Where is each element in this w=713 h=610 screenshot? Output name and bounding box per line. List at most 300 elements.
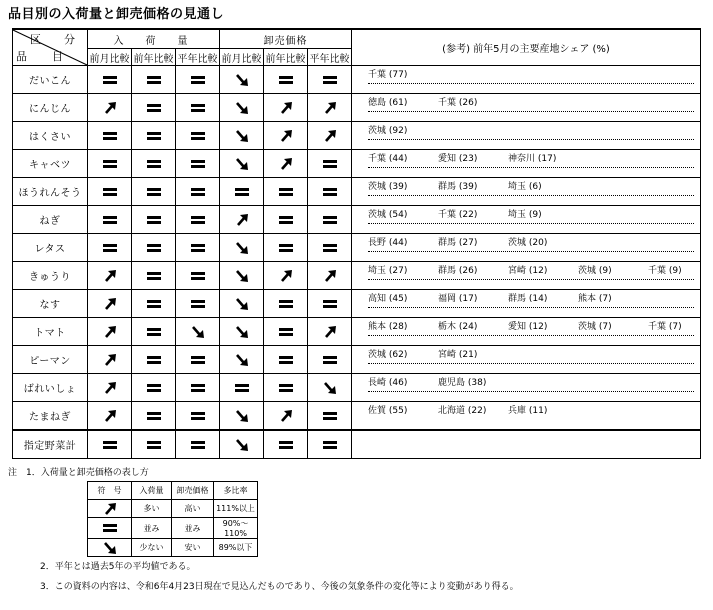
up-arrow-icon xyxy=(308,325,351,339)
share-prefecture: 千葉 xyxy=(438,210,457,220)
up-arrow-icon xyxy=(88,381,131,395)
outlook-cell xyxy=(88,66,132,94)
up-arrow-icon xyxy=(264,129,307,143)
outlook-cell xyxy=(308,122,352,150)
share-prefecture: 佐賀 xyxy=(368,406,387,416)
outlook-cell xyxy=(88,234,132,262)
share-entry xyxy=(368,123,407,136)
share-entry xyxy=(368,319,407,332)
outlook-cell xyxy=(88,94,132,122)
share-line xyxy=(368,66,694,84)
share-entry xyxy=(438,403,486,416)
share-prefecture: 茨城 xyxy=(578,322,597,332)
share-prefecture: 熊本 xyxy=(578,294,597,304)
item-name: キャベツ xyxy=(13,150,88,178)
equal-sign-icon xyxy=(176,382,219,394)
outlook-cell xyxy=(308,318,352,346)
equal-sign-icon xyxy=(308,439,351,451)
equal-sign-icon xyxy=(308,186,351,198)
equal-sign-icon xyxy=(176,74,219,86)
share-percent: (22) xyxy=(467,406,487,416)
subheader-nyuka-month: 前月比較 xyxy=(88,49,132,66)
share-percent: (6) xyxy=(528,182,542,192)
item-name: だいこん xyxy=(13,66,88,94)
share-percent: (9) xyxy=(528,210,542,220)
note-1: 注 1．入荷量と卸売価格の表し方 xyxy=(8,468,149,478)
up-arrow-icon xyxy=(264,157,307,171)
outlook-cell xyxy=(88,206,132,234)
equal-sign-icon xyxy=(88,522,131,534)
outlook-cell xyxy=(132,430,176,459)
equal-sign-icon xyxy=(132,158,175,170)
equal-sign-icon xyxy=(176,410,219,422)
share-prefecture: 愛知 xyxy=(438,154,457,164)
outlook-cell xyxy=(176,346,220,374)
outlook-cell xyxy=(132,234,176,262)
share-entry xyxy=(508,319,547,332)
share-prefecture: 愛知 xyxy=(508,322,527,332)
table-row xyxy=(13,94,701,122)
up-arrow-icon xyxy=(88,353,131,367)
share-percent: (21) xyxy=(458,350,478,360)
share-percent: (77) xyxy=(388,70,408,80)
share-line xyxy=(368,318,694,336)
share-percent: (46) xyxy=(388,378,408,388)
outlook-cell xyxy=(88,122,132,150)
item-name: きゅうり xyxy=(13,262,88,290)
outlook-cell xyxy=(264,430,308,459)
share-entry xyxy=(508,403,547,416)
down-arrow-icon xyxy=(88,541,131,555)
equal-sign-icon xyxy=(264,242,307,254)
equal-sign-icon xyxy=(220,186,263,198)
up-arrow-icon xyxy=(264,101,307,115)
share-prefecture: 千葉 xyxy=(368,154,387,164)
share-percent: (22) xyxy=(458,210,478,220)
down-arrow-icon xyxy=(220,353,263,367)
share-prefecture: 神奈川 xyxy=(508,154,536,164)
outlook-cell xyxy=(220,374,264,402)
share-line xyxy=(368,94,694,112)
outlook-cell xyxy=(88,374,132,402)
outlook-cell xyxy=(176,374,220,402)
table-row xyxy=(13,178,701,206)
equal-sign-icon xyxy=(132,326,175,338)
share-percent: (39) xyxy=(458,182,478,192)
table-row xyxy=(13,66,701,94)
share-cell xyxy=(352,374,701,402)
share-prefecture: 栃木 xyxy=(438,322,457,332)
legend-nyuka: 並み xyxy=(132,518,172,539)
up-arrow-icon xyxy=(308,129,351,143)
equal-sign-icon xyxy=(176,242,219,254)
total-share-cell xyxy=(352,430,701,459)
item-name: レタス xyxy=(13,234,88,262)
outlook-cell xyxy=(220,94,264,122)
outlook-cell xyxy=(220,234,264,262)
share-entry xyxy=(368,179,407,192)
share-prefecture: 兵庫 xyxy=(508,406,527,416)
share-prefecture: 群馬 xyxy=(438,266,457,276)
share-prefecture: 鹿児島 xyxy=(438,378,466,388)
share-line xyxy=(368,346,694,364)
outlook-cell xyxy=(88,430,132,459)
share-cell xyxy=(352,122,701,150)
subheader-nyuka-year: 前年比較 xyxy=(132,49,176,66)
equal-sign-icon xyxy=(176,158,219,170)
share-prefecture: 長野 xyxy=(368,238,387,248)
share-cell xyxy=(352,318,701,346)
share-percent: (7) xyxy=(598,294,612,304)
share-line xyxy=(368,122,694,140)
share-percent: (11) xyxy=(528,406,548,416)
equal-sign-icon xyxy=(132,74,175,86)
share-line xyxy=(368,178,694,196)
outlook-cell xyxy=(220,206,264,234)
share-percent: (9) xyxy=(598,266,612,276)
outlook-cell xyxy=(220,150,264,178)
outlook-table xyxy=(12,28,701,459)
outlook-cell xyxy=(220,66,264,94)
share-percent: (23) xyxy=(458,154,478,164)
outlook-cell xyxy=(264,206,308,234)
legend-price: 並み xyxy=(172,518,214,539)
share-line xyxy=(368,374,694,392)
outlook-cell xyxy=(176,234,220,262)
item-name: トマト xyxy=(13,318,88,346)
share-entry xyxy=(438,375,486,388)
legend-row xyxy=(88,500,258,518)
share-percent: (14) xyxy=(528,294,548,304)
outlook-cell xyxy=(220,122,264,150)
equal-sign-icon xyxy=(176,298,219,310)
share-entry xyxy=(368,347,407,360)
item-name: ほうれんそう xyxy=(13,178,88,206)
share-cell xyxy=(352,290,701,318)
share-line xyxy=(368,234,694,252)
share-entry xyxy=(368,207,407,220)
outlook-cell xyxy=(132,374,176,402)
equal-sign-icon xyxy=(308,214,351,226)
legend-price: 安い xyxy=(172,539,214,557)
share-entry xyxy=(508,263,547,276)
equal-sign-icon xyxy=(264,326,307,338)
outlook-cell xyxy=(308,178,352,206)
share-prefecture: 群馬 xyxy=(438,238,457,248)
share-cell xyxy=(352,234,701,262)
share-line xyxy=(368,262,694,280)
share-prefecture: 千葉 xyxy=(648,266,667,276)
share-prefecture: 茨城 xyxy=(368,210,387,220)
outlook-cell xyxy=(220,178,264,206)
legend-ratio: 90%～110% xyxy=(214,518,258,539)
share-percent: (27) xyxy=(388,266,408,276)
share-percent: (7) xyxy=(668,322,682,332)
share-percent: (26) xyxy=(458,266,478,276)
share-entry xyxy=(368,291,407,304)
share-prefecture: 高知 xyxy=(368,294,387,304)
outlook-cell xyxy=(264,150,308,178)
share-prefecture: 徳島 xyxy=(368,98,387,108)
equal-sign-icon xyxy=(88,74,131,86)
outlook-cell xyxy=(308,94,352,122)
share-entry xyxy=(578,291,612,304)
outlook-cell xyxy=(88,150,132,178)
outlook-cell xyxy=(132,318,176,346)
down-arrow-icon xyxy=(176,325,219,339)
equal-sign-icon xyxy=(132,439,175,451)
equal-sign-icon xyxy=(264,74,307,86)
table-row xyxy=(13,402,701,431)
outlook-cell xyxy=(176,318,220,346)
share-entry xyxy=(438,151,477,164)
subheader-price-month: 前月比較 xyxy=(220,49,264,66)
up-arrow-icon xyxy=(88,409,131,423)
share-entry xyxy=(368,67,407,80)
outlook-cell xyxy=(220,402,264,431)
outlook-cell xyxy=(88,318,132,346)
share-prefecture: 熊本 xyxy=(368,322,387,332)
outlook-cell xyxy=(88,402,132,431)
share-entry xyxy=(438,179,477,192)
outlook-cell xyxy=(308,262,352,290)
outlook-cell xyxy=(88,346,132,374)
outlook-cell xyxy=(88,290,132,318)
share-entry xyxy=(438,207,477,220)
outlook-cell xyxy=(264,318,308,346)
share-cell xyxy=(352,178,701,206)
outlook-cell xyxy=(132,94,176,122)
up-arrow-icon xyxy=(88,502,131,516)
equal-sign-icon xyxy=(176,354,219,366)
header-reference-share: (参考) 前年5月の主要産地シェア (%) xyxy=(352,29,701,66)
share-cell xyxy=(352,262,701,290)
share-percent: (39) xyxy=(388,182,408,192)
share-entry xyxy=(508,151,556,164)
share-percent: (12) xyxy=(528,266,548,276)
outlook-cell xyxy=(220,430,264,459)
equal-sign-icon xyxy=(264,354,307,366)
outlook-cell xyxy=(308,346,352,374)
share-prefecture: 宮崎 xyxy=(508,266,527,276)
outlook-cell xyxy=(176,94,220,122)
legend-nyuka: 少ない xyxy=(132,539,172,557)
note-3: 3．この資料の内容は、令和6年4月23日現在で見込んだものであり、今後の気象条件の変化等により変動があり得る。 xyxy=(40,582,519,592)
share-prefecture: 埼玉 xyxy=(508,210,527,220)
outlook-cell xyxy=(264,178,308,206)
equal-sign-icon xyxy=(88,242,131,254)
share-entry xyxy=(368,403,407,416)
share-entry xyxy=(508,235,547,248)
share-prefecture: 千葉 xyxy=(438,98,457,108)
equal-sign-icon xyxy=(264,298,307,310)
header-oroshi: 卸売価格 xyxy=(220,29,352,49)
equal-sign-icon xyxy=(264,439,307,451)
share-percent: (7) xyxy=(598,322,612,332)
legend-symbol xyxy=(88,539,132,557)
equal-sign-icon xyxy=(88,214,131,226)
equal-sign-icon xyxy=(176,102,219,114)
outlook-cell xyxy=(176,206,220,234)
equal-sign-icon xyxy=(132,102,175,114)
up-arrow-icon xyxy=(88,101,131,115)
outlook-cell xyxy=(132,206,176,234)
share-entry xyxy=(438,347,477,360)
share-prefecture: 福岡 xyxy=(438,294,457,304)
share-line xyxy=(368,206,694,224)
outlook-cell xyxy=(176,178,220,206)
equal-sign-icon xyxy=(264,214,307,226)
equal-sign-icon xyxy=(308,410,351,422)
share-percent: (9) xyxy=(668,266,682,276)
table-row xyxy=(13,290,701,318)
down-arrow-icon xyxy=(220,269,263,283)
outlook-cell xyxy=(264,262,308,290)
outlook-cell xyxy=(132,122,176,150)
share-prefecture: 北海道 xyxy=(438,406,466,416)
share-percent: (20) xyxy=(528,238,548,248)
share-entry xyxy=(438,263,477,276)
outlook-cell xyxy=(264,234,308,262)
equal-sign-icon xyxy=(264,382,307,394)
outlook-cell xyxy=(88,262,132,290)
equal-sign-icon xyxy=(308,74,351,86)
equal-sign-icon xyxy=(220,382,263,394)
outlook-cell xyxy=(220,346,264,374)
share-prefecture: 茨城 xyxy=(368,126,387,136)
legend-table xyxy=(87,481,258,557)
share-entry xyxy=(368,151,407,164)
down-arrow-icon xyxy=(220,129,263,143)
up-arrow-icon xyxy=(264,269,307,283)
outlook-cell xyxy=(308,402,352,431)
share-percent: (62) xyxy=(388,350,408,360)
equal-sign-icon xyxy=(308,242,351,254)
legend-price: 高い xyxy=(172,500,214,518)
share-entry xyxy=(438,291,477,304)
outlook-cell xyxy=(132,402,176,431)
table-row xyxy=(13,318,701,346)
down-arrow-icon xyxy=(220,157,263,171)
share-percent: (92) xyxy=(388,126,408,136)
outlook-cell xyxy=(88,178,132,206)
equal-sign-icon xyxy=(176,130,219,142)
subheader-price-year: 前年比較 xyxy=(264,49,308,66)
outlook-cell xyxy=(176,262,220,290)
share-percent: (12) xyxy=(528,322,548,332)
share-prefecture: 千葉 xyxy=(368,70,387,80)
share-cell xyxy=(352,206,701,234)
outlook-cell xyxy=(132,178,176,206)
outlook-cell xyxy=(132,290,176,318)
share-entry xyxy=(438,235,477,248)
down-arrow-icon xyxy=(220,325,263,339)
legend-symbol xyxy=(88,518,132,539)
share-prefecture: 群馬 xyxy=(508,294,527,304)
legend-symbol xyxy=(88,500,132,518)
down-arrow-icon xyxy=(308,381,351,395)
table-row xyxy=(13,346,701,374)
table-row xyxy=(13,122,701,150)
outlook-cell xyxy=(308,66,352,94)
share-cell xyxy=(352,94,701,122)
equal-sign-icon xyxy=(264,186,307,198)
header-corner-cell xyxy=(13,29,88,66)
legend-header-ratio: 多比率 xyxy=(214,482,258,500)
item-name: ねぎ xyxy=(13,206,88,234)
equal-sign-icon xyxy=(88,130,131,142)
share-percent: (44) xyxy=(388,238,408,248)
share-percent: (28) xyxy=(388,322,408,332)
header-kubun: 区 分 xyxy=(30,33,81,46)
outlook-cell xyxy=(308,290,352,318)
page-title: 品目別の入荷量と卸売価格の見通し xyxy=(8,7,225,22)
share-percent: (61) xyxy=(388,98,408,108)
down-arrow-icon xyxy=(220,241,263,255)
legend-nyuka: 多い xyxy=(132,500,172,518)
down-arrow-icon xyxy=(220,409,263,423)
share-percent: (24) xyxy=(458,322,478,332)
share-entry xyxy=(368,263,407,276)
outlook-cell xyxy=(308,150,352,178)
share-prefecture: 宮崎 xyxy=(438,350,457,360)
outlook-cell xyxy=(264,346,308,374)
outlook-cell xyxy=(264,374,308,402)
equal-sign-icon xyxy=(132,214,175,226)
equal-sign-icon xyxy=(308,158,351,170)
item-name: ピーマン xyxy=(13,346,88,374)
up-arrow-icon xyxy=(88,297,131,311)
total-row xyxy=(13,430,701,459)
equal-sign-icon xyxy=(132,410,175,422)
up-arrow-icon xyxy=(88,269,131,283)
up-arrow-icon xyxy=(264,409,307,423)
legend-ratio: 111%以上 xyxy=(214,500,258,518)
equal-sign-icon xyxy=(132,382,175,394)
equal-sign-icon xyxy=(176,439,219,451)
share-line xyxy=(368,402,694,419)
outlook-cell xyxy=(176,402,220,431)
legend-row xyxy=(88,518,258,539)
share-entry xyxy=(368,235,407,248)
down-arrow-icon xyxy=(220,101,263,115)
share-prefecture: 茨城 xyxy=(368,350,387,360)
down-arrow-icon xyxy=(220,297,263,311)
table-row xyxy=(13,206,701,234)
equal-sign-icon xyxy=(308,298,351,310)
outlook-cell xyxy=(220,262,264,290)
header-hinmoku: 品 目 xyxy=(16,50,70,63)
outlook-cell xyxy=(176,66,220,94)
share-cell xyxy=(352,346,701,374)
share-cell xyxy=(352,150,701,178)
header-nyuka: 入 荷 量 xyxy=(88,29,220,49)
item-name: ばれいしょ xyxy=(13,374,88,402)
share-percent: (26) xyxy=(458,98,478,108)
outlook-cell xyxy=(308,430,352,459)
equal-sign-icon xyxy=(308,354,351,366)
share-prefecture: 茨城 xyxy=(368,182,387,192)
share-entry xyxy=(578,263,612,276)
note-2: 2．平年とは過去5年の平均値である。 xyxy=(40,562,196,572)
down-arrow-icon xyxy=(220,438,263,452)
share-entry xyxy=(508,179,542,192)
equal-sign-icon xyxy=(132,270,175,282)
legend-header-price: 卸売価格 xyxy=(172,482,214,500)
share-prefecture: 茨城 xyxy=(508,238,527,248)
share-entry xyxy=(368,375,407,388)
outlook-cell xyxy=(308,374,352,402)
